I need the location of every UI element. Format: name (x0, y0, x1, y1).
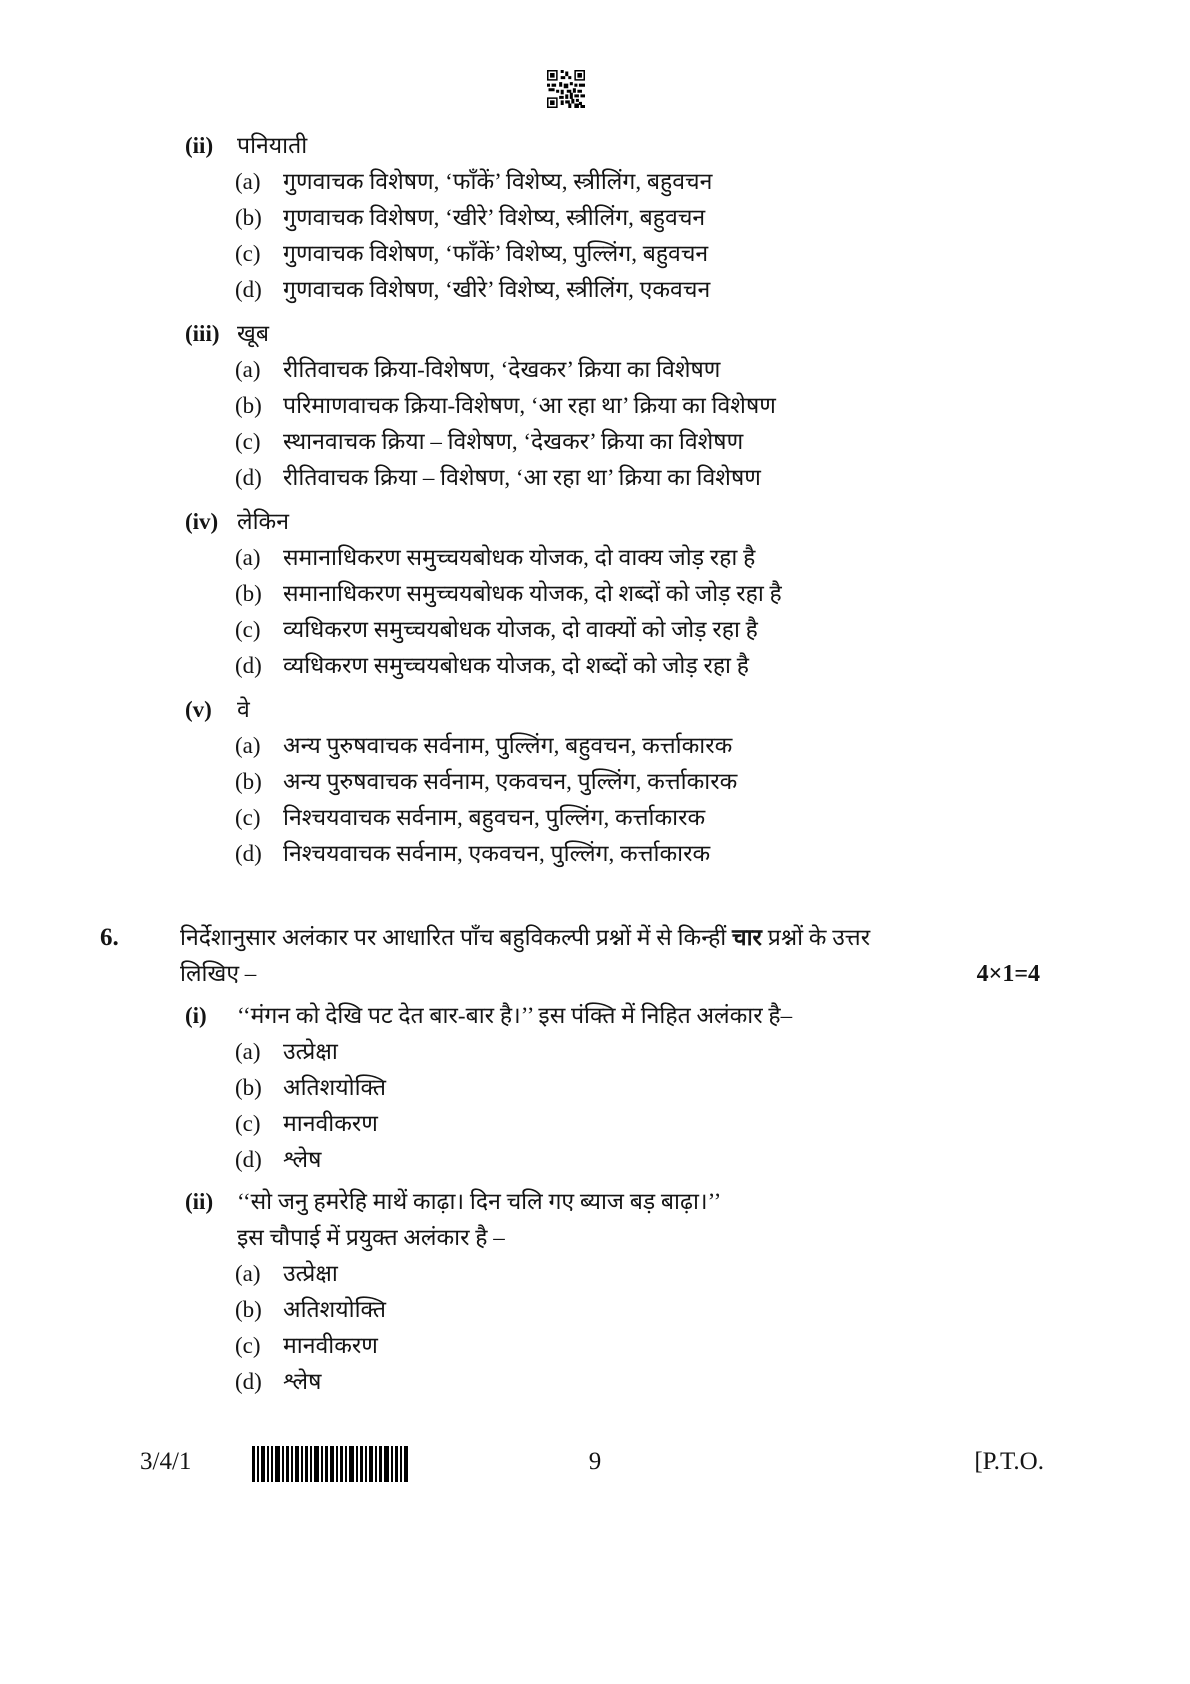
option-letter: (d) (235, 277, 262, 302)
option-letter: (b) (235, 581, 262, 606)
option-row (0, 352, 1190, 388)
option-row (0, 1142, 1190, 1178)
option-text: उत्प्रेक्षा (283, 1261, 338, 1286)
subquestion-label: (ii) (185, 133, 214, 158)
subquestion-ii-heading (0, 128, 1190, 164)
option-letter: (b) (235, 393, 262, 418)
option-row (0, 612, 1190, 648)
option-row (0, 836, 1190, 872)
option-row (0, 728, 1190, 764)
question-6-intro (0, 920, 1190, 956)
option-text: निश्चयवाचक सर्वनाम, एकवचन, पुल्लिंग, कर्त्ताकारक (283, 841, 711, 866)
option-text: गुणवाचक विशेषण, ‘फाँकें’ विशेष्य, पुल्लिंग, बहुवचन (283, 241, 709, 266)
option-text: रीतिवाचक क्रिया-विशेषण, ‘देखकर’ क्रिया का विशेषण (283, 357, 721, 382)
subquestion-v-heading (0, 692, 1190, 728)
option-row (0, 764, 1190, 800)
option-letter: (c) (235, 241, 261, 266)
option-text: निश्चयवाचक सर्वनाम, बहुवचन, पुल्लिंग, कर्त्ताकारक (283, 805, 706, 830)
subquestion-label: (i) (185, 1003, 207, 1028)
option-row (0, 164, 1190, 200)
question6-sub-i-heading (0, 998, 1190, 1034)
subquestion-word: पनियाती (237, 133, 308, 158)
option-text: श्लेष (283, 1147, 322, 1172)
subquestion-label: (iii) (185, 321, 220, 346)
option-text: अन्य पुरुषवाचक सर्वनाम, एकवचन, पुल्लिंग, कर्त्ताकारक (283, 769, 738, 794)
option-letter: (c) (235, 617, 261, 642)
subquestion-iv-heading (0, 504, 1190, 540)
page-content (0, 128, 1190, 1400)
footer-page-number: 9 (588, 1448, 602, 1475)
option-letter: (d) (235, 1369, 262, 1394)
option-letter: (c) (235, 429, 261, 454)
option-row (0, 540, 1190, 576)
option-row (0, 1034, 1190, 1070)
option-text: गुणवाचक विशेषण, ‘खीरे’ विशेष्य, स्त्रीलिंग, एकवचन (283, 277, 711, 302)
option-text: परिमाणवाचक क्रिया-विशेषण, ‘आ रहा था’ क्रिया का विशेषण (283, 393, 776, 418)
option-letter: (c) (235, 1111, 261, 1136)
question-intro-line1: निर्देशानुसार अलंकार पर आधारित पाँच बहुविकल्पी प्रश्नों में से किन्हीं चार प्रश्नों के उत्तर (180, 925, 871, 950)
footer-pto-label: [P.T.O. (974, 1448, 1044, 1475)
option-letter: (b) (235, 1297, 262, 1322)
bold-word: चार (732, 925, 762, 950)
option-letter: (a) (235, 1261, 261, 1286)
option-letter: (a) (235, 545, 261, 570)
option-text: अन्य पुरुषवाचक सर्वनाम, पुल्लिंग, बहुवचन, कर्त्ताकारक (283, 733, 733, 758)
option-letter: (c) (235, 805, 261, 830)
subquestion-label: (iv) (185, 509, 219, 534)
question-intro-line2: लिखिए – (180, 961, 257, 986)
option-letter: (a) (235, 1039, 261, 1064)
subquestion-word: खूब (237, 321, 269, 346)
option-letter: (b) (235, 205, 262, 230)
option-letter: (a) (235, 357, 261, 382)
option-text: समानाधिकरण समुच्चयबोधक योजक, दो वाक्य जोड़ रहा है (283, 545, 756, 570)
option-row (0, 1070, 1190, 1106)
subquestion-iii-heading (0, 316, 1190, 352)
option-letter: (a) (235, 169, 261, 194)
option-row (0, 1292, 1190, 1328)
option-text: मानवीकरण (283, 1111, 378, 1136)
option-row (0, 1106, 1190, 1142)
option-letter: (b) (235, 769, 262, 794)
option-letter: (d) (235, 841, 262, 866)
question-number: 6. (100, 924, 119, 951)
question6-sub-ii-line2: इस चौपाई में प्रयुक्त अलंकार है – (237, 1225, 505, 1250)
option-row (0, 648, 1190, 684)
option-text: अतिशयोक्ति (283, 1075, 386, 1100)
option-letter: (d) (235, 465, 262, 490)
option-row (0, 1328, 1190, 1364)
option-row (0, 388, 1190, 424)
qr-code-icon (547, 70, 585, 108)
option-text: श्लेष (283, 1369, 322, 1394)
option-text: समानाधिकरण समुच्चयबोधक योजक, दो शब्दों को जोड़ रहा है (283, 581, 782, 606)
option-row (0, 1256, 1190, 1292)
subquestion-word: वे (237, 697, 250, 722)
option-row (0, 200, 1190, 236)
option-letter: (c) (235, 1333, 261, 1358)
option-text: अतिशयोक्ति (283, 1297, 386, 1322)
option-letter: (d) (235, 1147, 262, 1172)
marks-label: 4×1=4 (976, 961, 1040, 987)
option-row (0, 460, 1190, 496)
option-text: व्यधिकरण समुच्चयबोधक योजक, दो शब्दों को जोड़ रहा है (283, 653, 749, 678)
option-row (0, 576, 1190, 612)
option-letter: (b) (235, 1075, 262, 1100)
option-letter: (d) (235, 653, 262, 678)
subquestion-label: (v) (185, 697, 212, 722)
option-text: स्थानवाचक क्रिया – विशेषण, ‘देखकर’ क्रिया का विशेषण (283, 429, 744, 454)
option-text: व्यधिकरण समुच्चयबोधक योजक, दो वाक्यों को जोड़ रहा है (283, 617, 758, 642)
option-text: गुणवाचक विशेषण, ‘फाँकें’ विशेष्य, स्त्रीलिंग, बहुवचन (283, 169, 713, 194)
question6-sub-ii-heading (0, 1184, 1190, 1220)
subquestion-text: ‘‘सो जनु हमरेहि माथें काढ़ा। दिन चलि गए ब्याज बड़ बाढ़ा।’’ (237, 1189, 722, 1214)
option-row (0, 800, 1190, 836)
option-row (0, 272, 1190, 308)
subquestion-label: (ii) (185, 1189, 214, 1214)
subquestion-text: ‘‘मंगन को देखि पट देत बार-बार है।’’ इस पंक्ति में निहित अलंकार है– (237, 1003, 793, 1028)
footer-paper-code: 3/4/1 (140, 1448, 192, 1475)
option-row (0, 1364, 1190, 1400)
option-text: गुणवाचक विशेषण, ‘खीरे’ विशेष्य, स्त्रीलिंग, बहुवचन (283, 205, 706, 230)
option-text: मानवीकरण (283, 1333, 378, 1358)
subquestion-word: लेकिन (237, 509, 289, 534)
option-row (0, 236, 1190, 272)
option-text: उत्प्रेक्षा (283, 1039, 338, 1064)
question-6-intro-line2 (0, 956, 1190, 992)
option-text: रीतिवाचक क्रिया – विशेषण, ‘आ रहा था’ क्रिया का विशेषण (283, 465, 761, 490)
option-letter: (a) (235, 733, 261, 758)
option-row (0, 424, 1190, 460)
